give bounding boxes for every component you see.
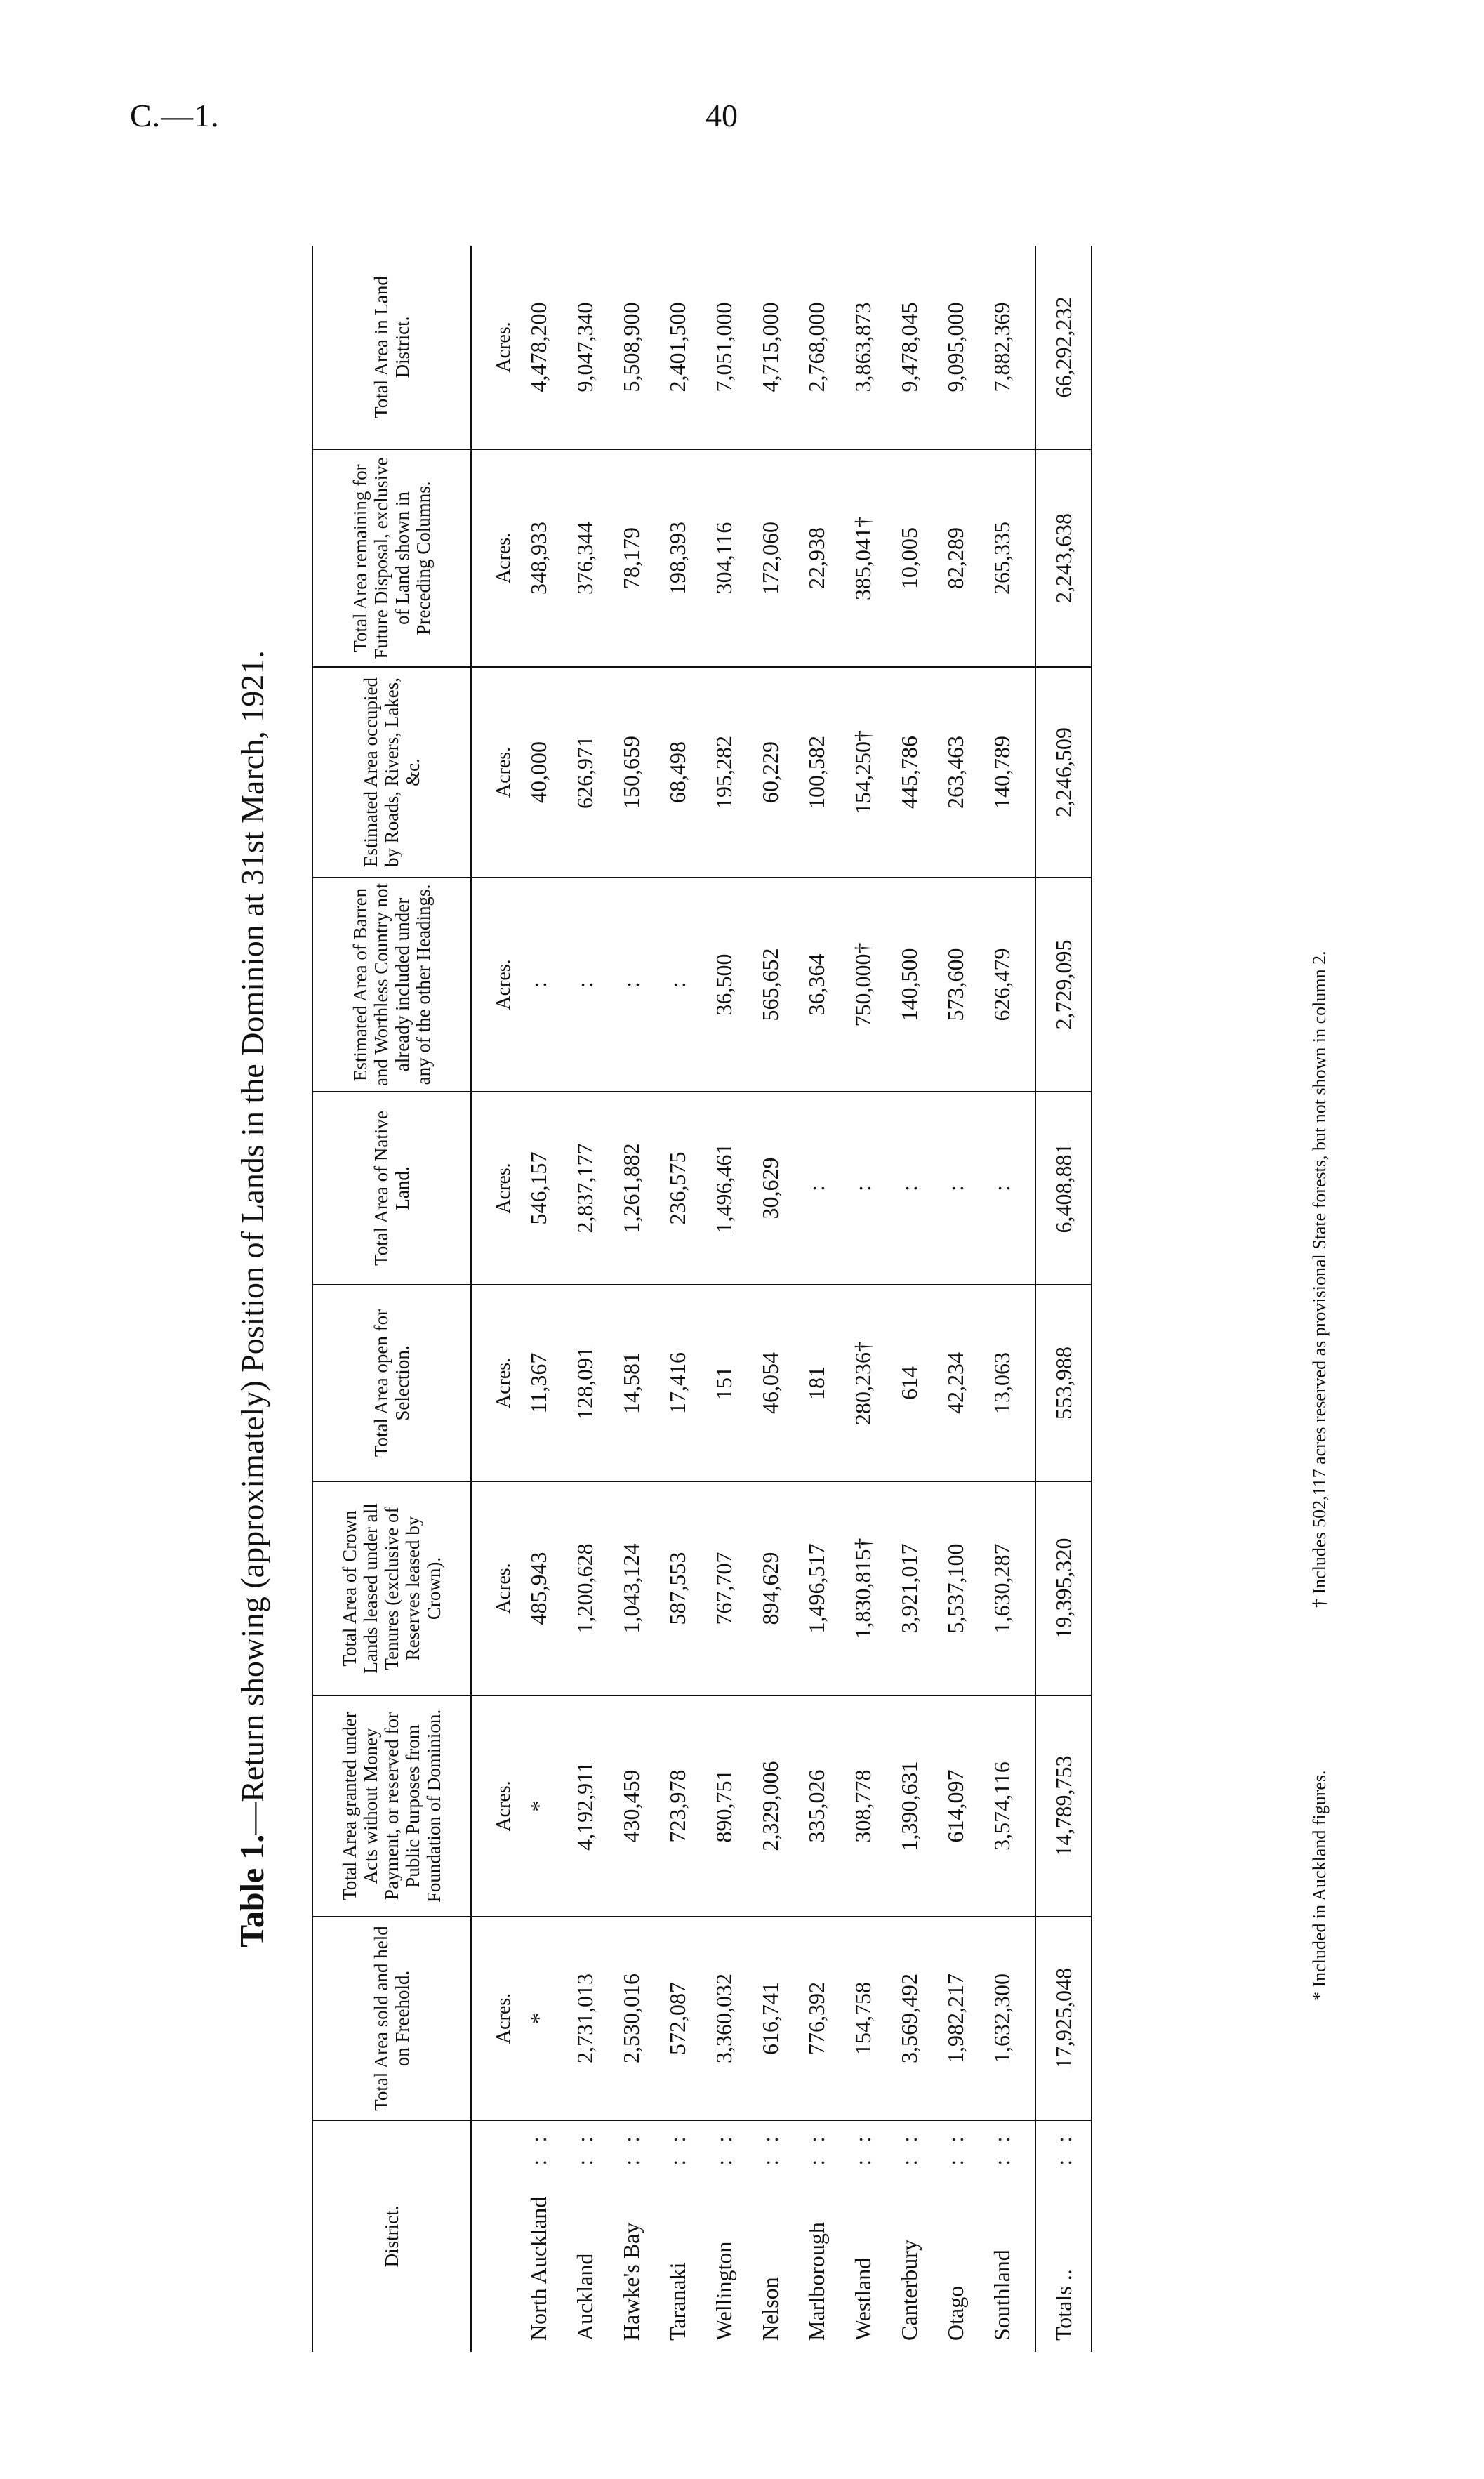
district-cell xyxy=(608,2120,654,2352)
leader-dots: : : xyxy=(664,2131,690,2166)
table-cell: 2,731,013 xyxy=(562,1917,608,2120)
table-cell: 3,574,116 xyxy=(979,1695,1025,1917)
table-cell: 9,047,340 xyxy=(562,246,608,449)
table-cell: : xyxy=(515,878,562,1092)
spacer-cell xyxy=(1025,246,1035,449)
table-cell: 626,479 xyxy=(979,878,1025,1092)
table-cell: : xyxy=(886,1092,932,1285)
table-cell: 7,051,000 xyxy=(701,246,747,449)
district-name: North Auckland xyxy=(525,2196,551,2341)
spacer-cell xyxy=(1025,449,1035,667)
table-cell: 154,250† xyxy=(840,667,886,878)
table-row xyxy=(562,246,608,2352)
district-name: Southland xyxy=(988,2249,1014,2341)
spacer-cell xyxy=(1025,667,1035,878)
table-cell: 42,234 xyxy=(932,1285,979,1481)
totals-cell: 6,408,881 xyxy=(1035,1092,1092,1285)
table-cell: 767,707 xyxy=(701,1481,747,1695)
leader-dots: : : xyxy=(849,2131,875,2166)
table-cell: 14,581 xyxy=(608,1285,654,1481)
district-cell xyxy=(979,2120,1025,2352)
table-cell: 100,582 xyxy=(793,667,840,878)
table-row xyxy=(701,246,747,2352)
units-cell: Acres. xyxy=(471,1917,515,2120)
table-title: —Return showing (approximately) Position of Lands in the Dominion at 31st March, 1921. xyxy=(234,650,270,1835)
units-row xyxy=(471,246,515,2352)
table-cell: 572,087 xyxy=(654,1917,701,2120)
table-cell: 385,041† xyxy=(840,449,886,667)
district-cell xyxy=(747,2120,793,2352)
table-cell: 236,575 xyxy=(654,1092,701,1285)
table-cell: : xyxy=(608,878,654,1092)
table-row xyxy=(654,246,701,2352)
table-cell: 151 xyxy=(701,1285,747,1481)
table-cell: 3,921,017 xyxy=(886,1481,932,1695)
leader-dots: : : xyxy=(710,2131,736,2166)
column-header: Total Area of Crown Lands leased under all Tenures (exclusive of Reserves leased by Crown). xyxy=(312,1481,471,1695)
leader-dots: : : xyxy=(571,2131,597,2166)
table-cell: 1,630,287 xyxy=(979,1481,1025,1695)
units-cell: Acres. xyxy=(471,246,515,449)
totals-cell: 553,988 xyxy=(1035,1285,1092,1481)
table-cell: 172,060 xyxy=(747,449,793,667)
column-header: Estimated Area of Barren and Worthless Country not already included under any of the other Headings. xyxy=(312,878,471,1092)
district-cell xyxy=(654,2120,701,2352)
table-cell: 36,500 xyxy=(701,878,747,1092)
column-header: Total Area granted under Acts without Money Payment, or reserved for Public Purposes from Foundation of Dominion. xyxy=(312,1695,471,1917)
leader-dots: : : xyxy=(988,2131,1014,2166)
lands-table xyxy=(312,246,1092,2352)
table-label: Table 1. xyxy=(234,1834,271,1948)
totals-cell: 19,395,320 xyxy=(1035,1481,1092,1695)
table-cell: 9,095,000 xyxy=(932,246,979,449)
table-cell: 128,091 xyxy=(562,1285,608,1481)
table-cell: 2,401,500 xyxy=(654,246,701,449)
table-cell: 195,282 xyxy=(701,667,747,878)
table-cell: 376,344 xyxy=(562,449,608,667)
table-cell: : xyxy=(793,1092,840,1285)
units-cell: Acres. xyxy=(471,1285,515,1481)
table-row xyxy=(747,246,793,2352)
table-cell: 17,416 xyxy=(654,1285,701,1481)
units-cell: Acres. xyxy=(471,1481,515,1695)
leader-dots: : : xyxy=(525,2131,551,2166)
totals-cell: 2,729,095 xyxy=(1035,878,1092,1092)
spacer-cell xyxy=(1025,2120,1035,2352)
units-cell: Acres. xyxy=(471,1695,515,1917)
district-name: Taranaki xyxy=(664,2262,690,2341)
table-cell: 1,043,124 xyxy=(608,1481,654,1695)
totals-cell: 2,246,509 xyxy=(1035,667,1092,878)
spacer-cell xyxy=(1025,1481,1035,1695)
table-cell: 1,496,517 xyxy=(793,1481,840,1695)
table-cell: : xyxy=(840,1092,886,1285)
leader-dots: : : xyxy=(803,2131,829,2166)
totals-cell: 17,925,048 xyxy=(1035,1917,1092,2120)
column-header: Total Area sold and held on Freehold. xyxy=(312,1917,471,2120)
table-cell: 154,758 xyxy=(840,1917,886,2120)
table-cell: 1,830,815† xyxy=(840,1481,886,1695)
table-cell: 546,157 xyxy=(515,1092,562,1285)
leader-dots: : : xyxy=(757,2131,783,2166)
units-cell: Acres. xyxy=(471,1092,515,1285)
table-cell: 723,978 xyxy=(654,1695,701,1917)
table-cell: 13,063 xyxy=(979,1285,1025,1481)
table-cell: 2,329,006 xyxy=(747,1695,793,1917)
table-cell: 308,778 xyxy=(840,1695,886,1917)
table-cell: 430,459 xyxy=(608,1695,654,1917)
table-cell: 894,629 xyxy=(747,1481,793,1695)
table-cell: 181 xyxy=(793,1285,840,1481)
column-header: Total Area remaining for Future Disposal, exclusive of Land shown in Preceding Columns. xyxy=(312,449,471,667)
table-cell: : xyxy=(932,1092,979,1285)
totals-cell: 14,789,753 xyxy=(1035,1695,1092,1917)
units-cell: Acres. xyxy=(471,449,515,667)
table-cell: 46,054 xyxy=(747,1285,793,1481)
column-header: Total Area open for Selection. xyxy=(312,1285,471,1481)
table-cell: 4,478,200 xyxy=(515,246,562,449)
table-cell: 3,863,873 xyxy=(840,246,886,449)
table-cell: 1,496,461 xyxy=(701,1092,747,1285)
table-cell: : xyxy=(654,878,701,1092)
units-cell: Acres. xyxy=(471,667,515,878)
column-header: Estimated Area occupied by Roads, Rivers, Lakes, &c. xyxy=(312,667,471,878)
table-cell: 626,971 xyxy=(562,667,608,878)
table-cell: 40,000 xyxy=(515,667,562,878)
header-row xyxy=(312,246,471,2352)
table-cell: 616,741 xyxy=(747,1917,793,2120)
table-cell: 1,982,217 xyxy=(932,1917,979,2120)
table-cell: 198,393 xyxy=(654,449,701,667)
district-name: Canterbury xyxy=(896,2240,922,2341)
totals-cell: 2,243,638 xyxy=(1035,449,1092,667)
table-cell: 2,837,177 xyxy=(562,1092,608,1285)
footnote-star: * Included in Auckland figures. xyxy=(1309,1770,1330,2001)
district-name: Hawke's Bay xyxy=(618,2222,644,2341)
table-cell: 614 xyxy=(886,1285,932,1481)
column-header: Total Area in Land District. xyxy=(312,246,471,449)
district-name: Westland xyxy=(849,2257,875,2341)
column-header: District. xyxy=(312,2120,471,2352)
leader-dots: : : xyxy=(1050,2131,1076,2166)
totals-label xyxy=(1035,2120,1092,2352)
table-cell: 335,026 xyxy=(793,1695,840,1917)
district-cell xyxy=(932,2120,979,2352)
column-header: Total Area of Native Land. xyxy=(312,1092,471,1285)
table-cell: 614,097 xyxy=(932,1695,979,1917)
table-cell: 445,786 xyxy=(886,667,932,878)
table-cell: 68,498 xyxy=(654,667,701,878)
spacer-cell xyxy=(1025,1917,1035,2120)
totals-label-text: Totals .. xyxy=(1050,2269,1076,2341)
district-name: Wellington xyxy=(710,2241,736,2341)
table-cell: 11,367 xyxy=(515,1285,562,1481)
document-id: C.—1. xyxy=(130,98,220,133)
table-cell: 2,768,000 xyxy=(793,246,840,449)
table-cell: 1,390,631 xyxy=(886,1695,932,1917)
district-cell xyxy=(701,2120,747,2352)
table-cell: 36,364 xyxy=(793,878,840,1092)
table-cell: 776,392 xyxy=(793,1917,840,2120)
rotated-table-region xyxy=(225,246,1418,2352)
table-cell: 78,179 xyxy=(608,449,654,667)
table-cell: 890,751 xyxy=(701,1695,747,1917)
table-row xyxy=(608,246,654,2352)
spacer-cell xyxy=(1025,1285,1035,1481)
table-row xyxy=(886,246,932,2352)
table-row xyxy=(979,246,1025,2352)
footnote-dagger: † Includes 502,117 acres reserved as provisional State forests, but not shown in column 2. xyxy=(1309,951,1330,1608)
district-name: Marlborough xyxy=(803,2222,829,2341)
table-cell: 150,659 xyxy=(608,667,654,878)
table-cell: 1,200,628 xyxy=(562,1481,608,1695)
table-cell: : xyxy=(562,878,608,1092)
table-cell: 7,882,369 xyxy=(979,246,1025,449)
table-cell: 265,335 xyxy=(979,449,1025,667)
page-number: 40 xyxy=(705,98,738,133)
leader-dots: : : xyxy=(618,2131,644,2166)
table-cell: 280,236† xyxy=(840,1285,886,1481)
table-cell: 82,289 xyxy=(932,449,979,667)
spacer-cell xyxy=(1025,1092,1035,1285)
table-cell: 60,229 xyxy=(747,667,793,878)
table-cell: * xyxy=(515,1917,562,2120)
table-cell: 10,005 xyxy=(886,449,932,667)
district-cell xyxy=(840,2120,886,2352)
table-cell: 348,933 xyxy=(515,449,562,667)
table-cell: 5,537,100 xyxy=(932,1481,979,1695)
table-cell: 4,192,911 xyxy=(562,1695,608,1917)
table-cell: 565,652 xyxy=(747,878,793,1092)
table-row xyxy=(932,246,979,2352)
district-cell xyxy=(515,2120,562,2352)
spacer-row xyxy=(1025,246,1035,2352)
table-caption xyxy=(225,246,288,2352)
table-cell: 22,938 xyxy=(793,449,840,667)
table-cell: 3,569,492 xyxy=(886,1917,932,2120)
table-cell: 5,508,900 xyxy=(608,246,654,449)
table-cell: 30,629 xyxy=(747,1092,793,1285)
table-cell: 485,943 xyxy=(515,1481,562,1695)
table-cell: 304,116 xyxy=(701,449,747,667)
district-cell xyxy=(886,2120,932,2352)
table-cell: * xyxy=(515,1695,562,1917)
table-cell: 9,478,045 xyxy=(886,246,932,449)
district-name: Otago xyxy=(942,2285,968,2341)
units-cell: Acres. xyxy=(471,878,515,1092)
units-cell xyxy=(471,2120,515,2352)
table-row xyxy=(793,246,840,2352)
table-cell: 573,600 xyxy=(932,878,979,1092)
table-cell: 263,463 xyxy=(932,667,979,878)
district-cell xyxy=(793,2120,840,2352)
table-cell: 1,632,300 xyxy=(979,1917,1025,2120)
table-cell: 3,360,032 xyxy=(701,1917,747,2120)
totals-cell: 66,292,232 xyxy=(1035,246,1092,449)
table-cell: 750,000† xyxy=(840,878,886,1092)
table-cell: : xyxy=(979,1092,1025,1285)
table-cell: 4,715,000 xyxy=(747,246,793,449)
district-name: Nelson xyxy=(757,2277,783,2341)
district-cell xyxy=(562,2120,608,2352)
spacer-cell xyxy=(1025,1695,1035,1917)
table-cell: 587,553 xyxy=(654,1481,701,1695)
table-body xyxy=(471,246,1025,2352)
leader-dots: : : xyxy=(896,2131,922,2166)
table-cell: 140,500 xyxy=(886,878,932,1092)
spacer-cell xyxy=(1025,878,1035,1092)
table-cell: 140,789 xyxy=(979,667,1025,878)
table-cell: 1,261,882 xyxy=(608,1092,654,1285)
leader-dots: : : xyxy=(942,2131,968,2166)
district-name: Auckland xyxy=(571,2253,597,2341)
totals-row xyxy=(1035,246,1092,2352)
table-row xyxy=(840,246,886,2352)
table-row xyxy=(515,246,562,2352)
table-cell: 2,530,016 xyxy=(608,1917,654,2120)
